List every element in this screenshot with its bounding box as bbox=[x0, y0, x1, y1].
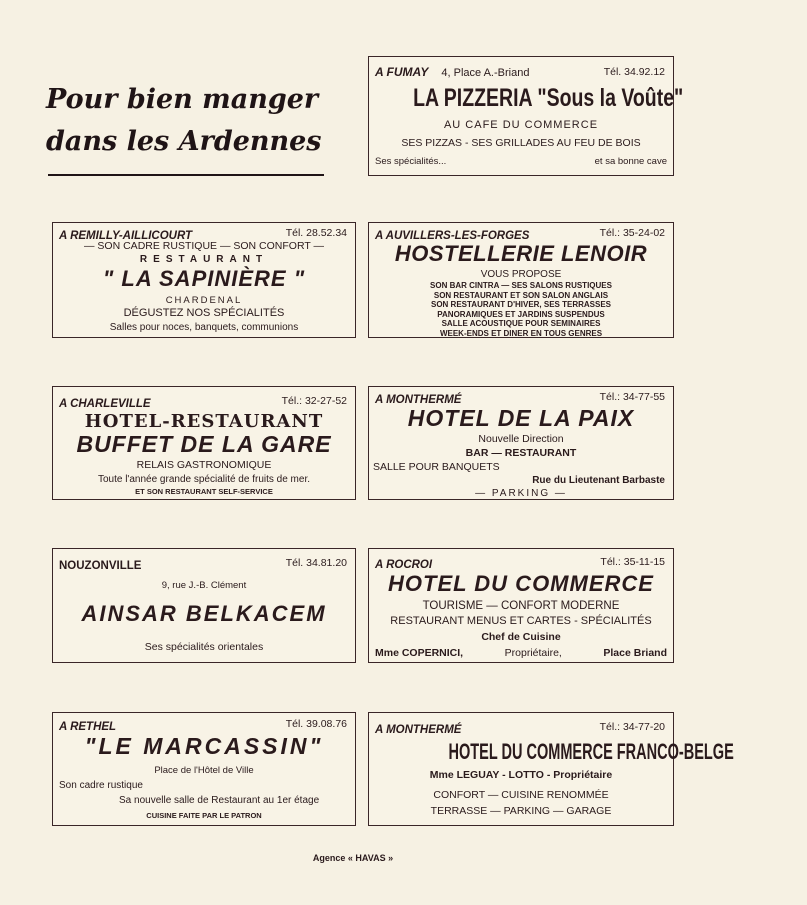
ad-name: LA PIZZERIA "Sous la Voûte" bbox=[413, 84, 684, 112]
heading-line-2: dans les Ardennes bbox=[46, 126, 322, 157]
ad-town: A ROCROI bbox=[375, 559, 433, 571]
ad-le-marcassin bbox=[52, 712, 356, 826]
ad-cellar: et sa bonne cave bbox=[594, 156, 667, 167]
ad-la-pizzeria bbox=[368, 56, 684, 176]
ad-line-3: CUISINE FAITE PAR LE PATRON bbox=[146, 811, 262, 820]
ad-town: A FUMAY bbox=[375, 65, 429, 79]
ad-details-3: SON RESTAURANT D'HIVER, SES TERRASSES bbox=[431, 300, 611, 309]
ad-name: HOTEL DU COMMERCE bbox=[388, 571, 654, 596]
ad-line-2: RESTAURANT MENUS ET CARTES - SPÉCIALITÉS bbox=[390, 615, 652, 627]
ad-name: " LA SAPINIÈRE " bbox=[102, 266, 306, 291]
ad-name: HOSTELLERIE LENOIR bbox=[394, 241, 648, 266]
ad-phone: Tél. 34.92.12 bbox=[603, 66, 665, 78]
ad-phone: Tél.: 35-24-02 bbox=[599, 227, 665, 239]
ad-town: A MONTHERMÉ bbox=[375, 724, 462, 736]
ad-address: Place de l'Hôtel de Ville bbox=[154, 765, 254, 776]
ad-ainsar-belkacem bbox=[52, 548, 356, 663]
ad-phone: Tél.: 34-77-55 bbox=[599, 391, 665, 403]
ad-name: BUFFET DE LA GARE bbox=[76, 431, 332, 457]
ad-address: 4, Place A.-Briand bbox=[441, 67, 530, 79]
ad-line-3: Chef de Cuisine bbox=[481, 631, 561, 643]
ad-line-2: TERRASSE — PARKING — GARAGE bbox=[430, 805, 612, 817]
ad-name: HOTEL DU COMMERCE FRANCO-BELGE bbox=[448, 739, 734, 764]
ad-address: 9, rue J.-B. Clément bbox=[161, 580, 247, 591]
ad-hotel-de-la-paix bbox=[368, 386, 674, 500]
heading-underline bbox=[48, 174, 324, 176]
ad-hotel-du-commerce-rocroi bbox=[368, 548, 674, 663]
ad-specialties: Ses spécialités... bbox=[375, 156, 447, 167]
ad-phone: Tél.: 34-77-20 bbox=[599, 721, 665, 733]
ad-line-1: RELAIS GASTRONOMIQUE bbox=[136, 459, 272, 471]
ad-name: "LE MARCASSIN" bbox=[84, 733, 324, 759]
ad-line-1: Son cadre rustique bbox=[59, 780, 143, 791]
ad-line-1: TOURISME — CONFORT MODERNE bbox=[422, 600, 620, 612]
ad-line-1: Ses spécialités orientales bbox=[144, 641, 264, 653]
ad-town: A CHARLEVILLE bbox=[59, 398, 151, 410]
ad-line-3: Salles pour noces, banquets, communions bbox=[109, 322, 299, 333]
ad-hostellerie-lenoir bbox=[368, 222, 674, 338]
ad-details-5: SALLE ACOUSTIQUE POUR SEMINAIRES bbox=[441, 319, 601, 328]
ad-hotel-franco-belge bbox=[368, 712, 734, 826]
ad-buffet-de-la-gare bbox=[52, 386, 356, 500]
ad-phone: Tél. 34.81.20 bbox=[285, 557, 347, 569]
ad-line-1: Nouvelle Direction bbox=[478, 433, 564, 445]
ad-line-2: DÉGUSTEZ NOS SPÉCIALITÉS bbox=[123, 307, 285, 319]
ad-phone: Tél.: 32-27-52 bbox=[281, 395, 347, 407]
ad-line-2: BAR — RESTAURANT bbox=[465, 447, 577, 459]
ad-phone: Tél. 28.52.34 bbox=[285, 227, 347, 239]
ad-line-2: Toute l'année grande spécialité de fruits de mer. bbox=[97, 474, 311, 485]
ad-propose: VOUS PROPOSE bbox=[480, 269, 562, 280]
ad-place: Place Briand bbox=[603, 647, 667, 659]
ad-kind: HOTEL-RESTAURANT bbox=[84, 411, 324, 432]
ad-line-2: SES PIZZAS - SES GRILLADES AU FEU DE BOIS bbox=[401, 137, 641, 149]
ad-line-1: AU CAFE DU COMMERCE bbox=[443, 119, 599, 131]
ad-phone: Tél. 39.08.76 bbox=[285, 718, 347, 730]
ad-place: CHARDENAL bbox=[165, 295, 243, 306]
ad-line-3: SALLE POUR BANQUETS bbox=[373, 461, 500, 473]
ad-details-1: SON BAR CINTRA — SES SALONS RUSTIQUES bbox=[430, 281, 612, 290]
ad-town: A AUVILLERS-LES-FORGES bbox=[375, 230, 530, 242]
ad-line-5: — PARKING — bbox=[475, 488, 567, 499]
heading-line-1: Pour bien manger bbox=[46, 84, 319, 115]
ad-kind: RESTAURANT bbox=[139, 254, 269, 265]
ad-owner: Mme COPERNICI, bbox=[375, 647, 464, 659]
ad-owner: Mme LEGUAY - LOTTO - Propriétaire bbox=[429, 769, 613, 781]
ad-la-sapiniere bbox=[52, 222, 356, 338]
ad-town: A RETHEL bbox=[59, 721, 117, 733]
ad-line-4: Rue du Lieutenant Barbaste bbox=[532, 475, 665, 486]
ad-line-2: Sa nouvelle salle de Restaurant au 1er étage bbox=[119, 795, 320, 806]
agency-credit: Agence « HAVAS » bbox=[312, 853, 394, 863]
ad-town: A MONTHERMÉ bbox=[375, 394, 462, 406]
ad-name: AINSAR BELKACEM bbox=[81, 601, 327, 626]
ad-details-4: PANORAMIQUES ET JARDINS SUSPENDUS bbox=[437, 309, 605, 319]
ad-role: Propriétaire, bbox=[504, 647, 562, 659]
ad-phone: Tél.: 35-11-15 bbox=[600, 556, 665, 568]
ad-town: NOUZONVILLE bbox=[59, 560, 142, 572]
ad-line-1: — SON CADRE RUSTIQUE — SON CONFORT — bbox=[84, 240, 324, 252]
ad-line-3: ET SON RESTAURANT SELF-SERVICE bbox=[135, 487, 273, 496]
ad-name: HOTEL DE LA PAIX bbox=[407, 405, 635, 431]
ad-line-1: CONFORT — CUISINE RENOMMÉE bbox=[433, 789, 609, 801]
ad-details-6: WEEK-ENDS ET DINER EN TOUS GENRES bbox=[439, 328, 603, 338]
ad-details-2: SON RESTAURANT ET SON SALON ANGLAIS bbox=[433, 290, 609, 300]
ad-town: A REMILLY-AILLICOURT bbox=[59, 230, 193, 242]
